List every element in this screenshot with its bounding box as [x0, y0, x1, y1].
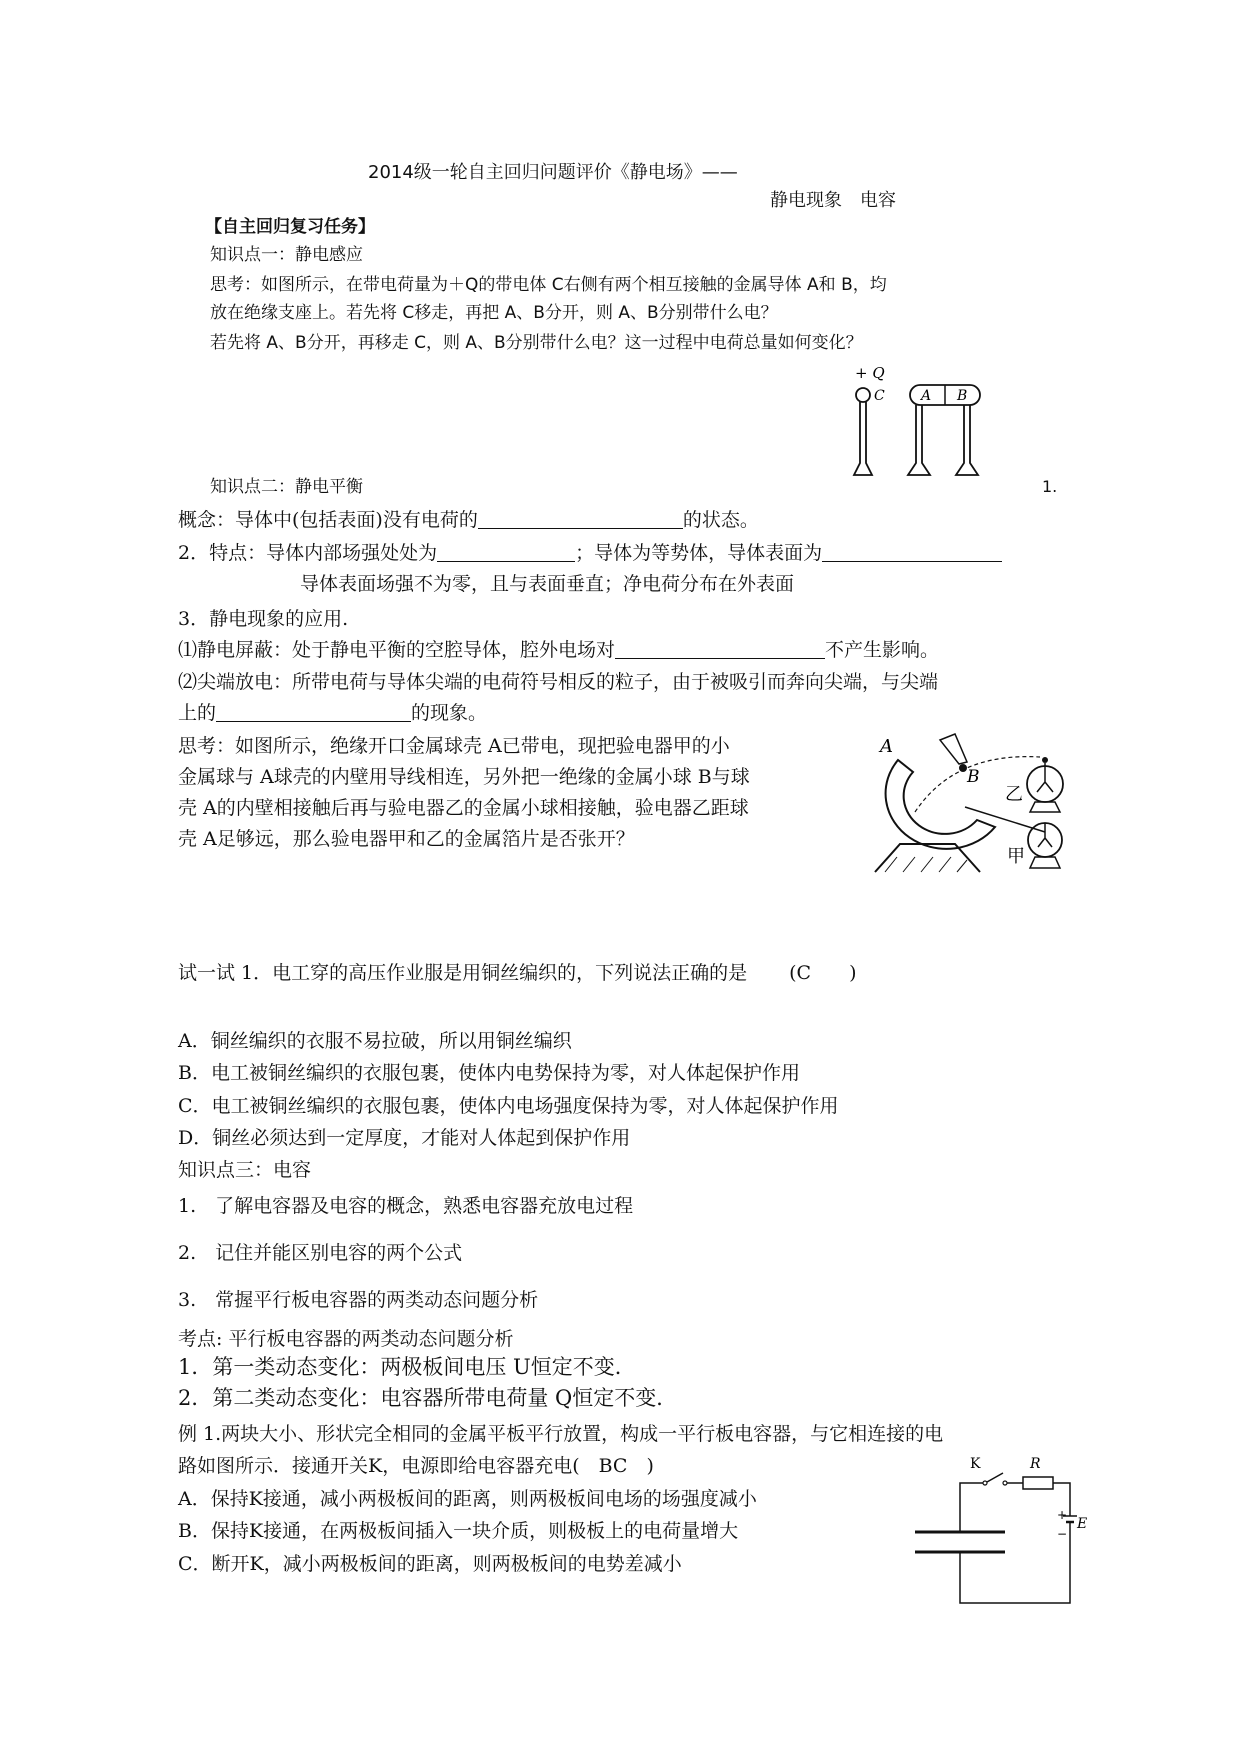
base-hatch — [921, 857, 933, 872]
stand-a — [908, 405, 930, 475]
shell-base — [875, 844, 980, 872]
kp1-think-line2: 放在绝缘支座上。若先将 C移走，再把 A、B分开，则 A、B分别带什么电？ — [210, 303, 778, 323]
fig3-e-label: E — [1077, 1516, 1088, 1532]
think2-line3: 壳 A的内壁相接触后再与验电器乙的金属小球相接触，验电器乙距球 — [178, 797, 749, 819]
capacitor-circuit-figure — [905, 1453, 1088, 1613]
tip-discharge-line1: ⑵尖端放电：所带电荷与导体尖端的电荷符号相反的粒子，由于被吸引而奔向尖端，与尖端 — [178, 671, 939, 693]
try1-option-d: D．铜丝必须达到一定厚度，才能对人体起到保护作用 — [178, 1127, 631, 1149]
fig1-c-label: C — [874, 388, 885, 404]
concept-blank — [478, 510, 683, 529]
switch-k-contact — [983, 1481, 987, 1485]
fig2-yi-label: 乙 — [1005, 784, 1023, 805]
kp3-type1: 1．第一类动态变化：两极板间电压 U恒定不变． — [178, 1355, 636, 1379]
feature-blank-1 — [437, 543, 575, 562]
electroscope-jia-base — [1030, 857, 1060, 868]
example1-option-a: A．保持K接通，减小两极板间的距离，则两极板间电场的场强度减小 — [178, 1488, 757, 1510]
feature-line: 2．特点：导体内部场强处处为 ；导体为等势体，导体表面为 — [178, 540, 1002, 566]
induction-figure — [850, 365, 990, 480]
example1-line2: 路如图所示．接通开关K，电源即给电容器充电( BC ) — [178, 1455, 654, 1477]
fig1-b-label: B — [957, 388, 968, 404]
switch-k-blade — [987, 1473, 1003, 1482]
metal-ball-b — [959, 764, 967, 772]
kp1-think-line1: 思考：如图所示，在带电荷量为＋Q的带电体 C右侧有两个相互接触的金属导体 A和 B，均 — [210, 275, 887, 295]
application-heading: 3．静电现象的应用. — [178, 608, 349, 630]
page-title: 2014级一轮自主回归问题评价《静电场》—— — [368, 162, 738, 183]
fig2-a-label: A — [880, 736, 893, 757]
tip-blank — [216, 703, 411, 722]
shell-electroscope-figure — [855, 732, 1070, 872]
try1-option-c: C．电工被铜丝编织的衣服包裹，使体内电场强度保持为零，对人体起保护作用 — [178, 1095, 839, 1117]
tip-discharge-line2: 上的 的现象。 — [178, 702, 488, 724]
think2-line2: 金属球与 A球壳的内壁用导线相连，另外把一绝缘的金属小球 B与球 — [178, 766, 750, 788]
resistor-r — [1023, 1477, 1053, 1489]
feature-line-2: 导体表面场强不为零，且与表面垂直；净电荷分布在外表面 — [300, 573, 795, 595]
shield-blank — [615, 640, 825, 659]
stand-b — [956, 405, 978, 475]
feature-blank-2 — [822, 543, 1002, 562]
fig1-a-label: A — [921, 388, 932, 404]
stand-c — [854, 402, 872, 475]
kp3-item-1: 1. 了解电容器及电容的概念，熟悉电容器充放电过程 — [178, 1195, 634, 1217]
kp1-think-line3: 若先将 A、B分开，再移走 C，则 A、B分别带什么电？这一过程中电荷总量如何变化？ — [210, 333, 863, 353]
base-hatch — [903, 857, 915, 872]
review-heading: 【自主回归复习任务】 — [205, 217, 375, 237]
example1-line1: 例 1.两块大小、形状完全相同的金属平板平行放置，构成一平行板电容器，与它相连接的电 — [178, 1423, 944, 1445]
electroscope-jia-leaves — [1038, 823, 1052, 847]
example1-option-b: B．保持K接通，在两极板间插入一块介质，则极板上的电荷量增大 — [178, 1520, 739, 1542]
kp3-exam-point: 考点: 平行板电容器的两类动态问题分析 — [178, 1328, 514, 1350]
kp3-item-2: 2. 记住并能区别电容的两个公式 — [178, 1242, 463, 1264]
fig2-jia-label: 甲 — [1007, 846, 1025, 867]
shield-line: ⑴静电屏蔽：处于静电平衡的空腔导体，腔外电场对 不产生影响。 — [178, 639, 940, 661]
kp3-item-3: 3. 常握平行板电容器的两类动态问题分析 — [178, 1289, 539, 1311]
fig2-b-label: B — [967, 767, 980, 787]
electroscope-yi-ball — [1042, 757, 1048, 763]
switch-k-contact — [1003, 1481, 1007, 1485]
think2-line1: 思考：如图所示，绝缘开口金属球壳 A已带电，现把验电器甲的小 — [178, 735, 730, 757]
try1-option-b: B．电工被铜丝编织的衣服包裹，使体内电势保持为零，对人体起保护作用 — [178, 1062, 800, 1084]
electroscope-yi-base — [1030, 802, 1060, 812]
fig3-k-label: K — [970, 1456, 981, 1472]
base-hatch — [939, 857, 951, 872]
kp3-title: 知识点三：电容 — [178, 1159, 312, 1181]
try1-option-a: A．铜丝编织的衣服不易拉破，所以用铜丝编织 — [178, 1030, 572, 1052]
try1-question: 试一试 1．电工穿的高压作业服是用铜丝编织的，下列说法正确的是 (C ) — [178, 962, 857, 984]
insulated-handle — [940, 734, 967, 764]
charged-body-c — [856, 388, 870, 402]
try1-answer: (C ) — [789, 962, 857, 984]
fig3-r-label: R — [1030, 1456, 1041, 1472]
circuit-wire-bottom — [960, 1522, 1070, 1603]
think2-line4: 壳 A足够远，那么验电器甲和乙的金属箔片是否张开？ — [178, 828, 635, 850]
fig1-charge-label: + Q — [855, 364, 885, 382]
fig3-plus: + — [1057, 1508, 1068, 1522]
page-subtitle: 静电现象 电容 — [770, 190, 896, 211]
concept-line: 概念：导体中(包括表面)没有电荷的 的状态。 — [178, 509, 759, 531]
kp1-title: 知识点一：静电感应 — [210, 245, 363, 265]
kp2-title: 知识点二：静电平衡 — [210, 477, 363, 497]
kp3-type2: 2．第二类动态变化：电容器所带电荷量 Q恒定不变． — [178, 1386, 678, 1410]
fig3-minus: − — [1057, 1527, 1068, 1541]
kp2-number: 1. — [1042, 477, 1058, 496]
circuit-wire-top-left — [960, 1483, 983, 1532]
example1-option-c: C．断开K，减小两极板间的距离，则两极板间的电势差减小 — [178, 1553, 682, 1575]
base-hatch — [957, 860, 967, 872]
